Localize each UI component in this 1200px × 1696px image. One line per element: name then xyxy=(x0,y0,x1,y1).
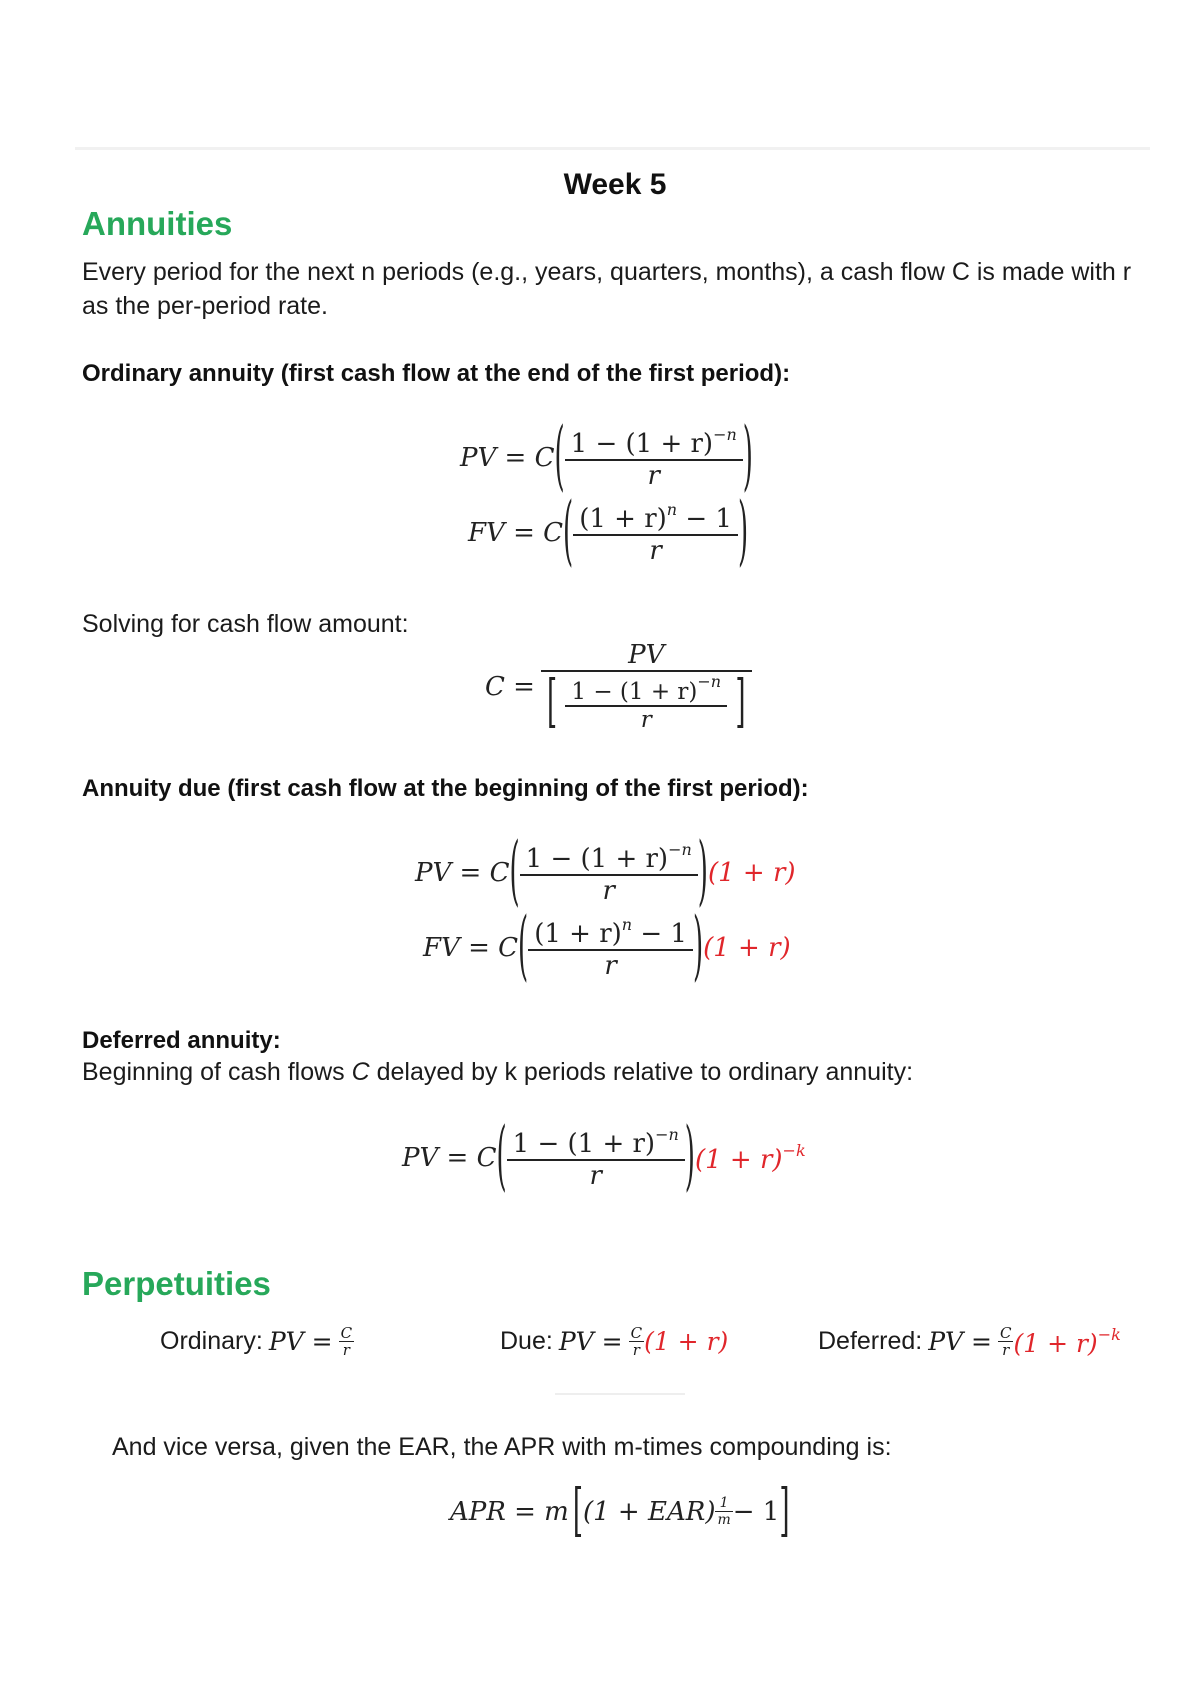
ordinary-pv-formula: PV = C ( $\frac{1 - (1 + r)^{-n}}{r}$ ) xyxy=(460,414,753,502)
solving-label: Solving for cash flow amount: xyxy=(82,610,409,638)
perpetuity-deferred: Deferred: PV = $\frac{C}{r}$ $(1 + r)^{-k}$ xyxy=(818,1324,1121,1359)
deferred-annuity-heading: Deferred annuity: xyxy=(82,1027,281,1054)
ordinary-annuity-heading: Ordinary annuity (first cash flow at the end of the first period): xyxy=(82,360,791,387)
top-divider xyxy=(75,147,1150,150)
fv-lhs: FV = C xyxy=(468,518,564,548)
due-multiplier: (1 + r) xyxy=(707,858,796,888)
apr-text: And vice versa, given the EAR, the APR with m-times compounding is: xyxy=(112,1433,892,1461)
due-fv-formula: FV = C ( $\frac{(1 + r)^n - 1}{r}$ ) (1 + r) xyxy=(423,904,791,992)
perpetuities-heading: Perpetuities xyxy=(82,1265,271,1302)
annuities-intro: Every period for the next n periods (e.g., years, quarters, months), a cash flow C is made with r as the per-period rate. xyxy=(82,258,1132,320)
annuity-due-heading: Annuity due (first cash flow at the beginning of the first period): xyxy=(82,775,809,802)
faint-divider xyxy=(555,1393,685,1395)
cash-flow-formula: C = PV [ $\frac{1 - (1 + r)^{-n}}{r}$ ] xyxy=(485,640,752,733)
apr-formula: APR = m [ (1 + EAR) $\frac{1}{m}$ − 1 ] xyxy=(450,1478,790,1545)
deferred-annuity-text: Beginning of cash flows C delayed by k periods relative to ordinary annuity: xyxy=(82,1058,914,1086)
deferred-pv-formula: PV = C ( $\frac{1 - (1 + r)^{-n}}{r}$ ) $(1 + r)^{-k}$ xyxy=(402,1114,806,1202)
ordinary-fv-formula: FV = C ( $\frac{(1 + r)^n - 1}{r}$ ) xyxy=(468,489,749,577)
perpetuity-ordinary: Ordinary: PV = $\frac{C}{r}$ xyxy=(160,1324,353,1359)
annuities-heading: Annuities xyxy=(82,205,233,242)
pv-lhs: PV = C xyxy=(460,443,555,473)
page-title-cut: Week 5 xyxy=(563,168,667,201)
pv-numerator: 1 − (1 + r) xyxy=(570,429,714,459)
due-pv-formula: PV = C ( $\frac{1 - (1 + r)^{-n}}{r}$ ) (1 + r) xyxy=(415,829,796,917)
perpetuity-due: Due: PV = $\frac{C}{r}$ (1 + r) xyxy=(500,1324,729,1359)
deferred-multiplier: $(1 + r)^{-k}$ xyxy=(694,1141,806,1175)
